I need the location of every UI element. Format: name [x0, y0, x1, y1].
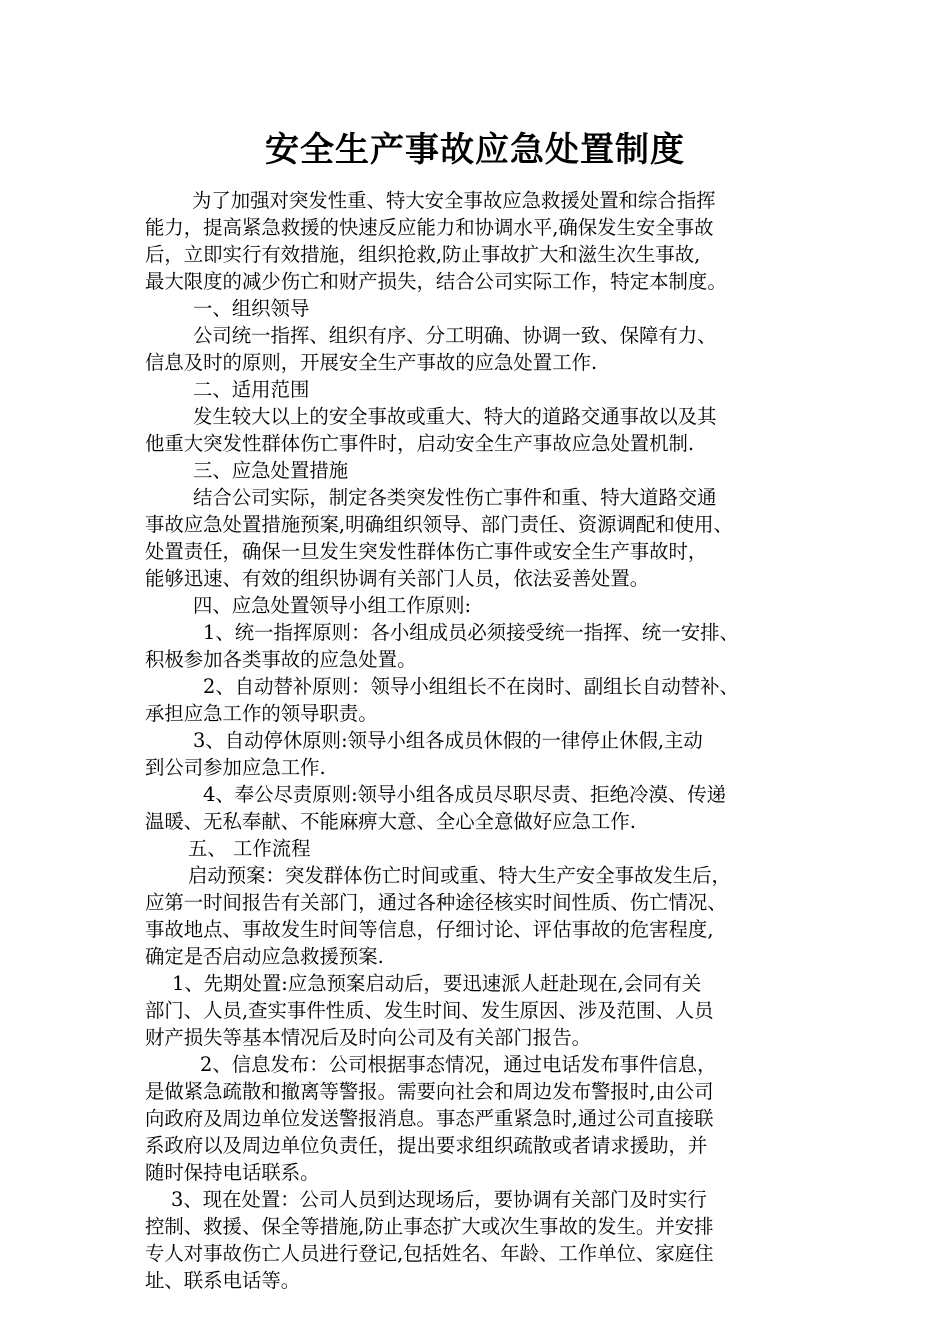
paragraph-line: 系政府以及周边单位负责任，提出要求组织疏散或者请求援助，并 — [145, 1134, 708, 1157]
paragraph-line: 后，立即实行有效措施，组织抢救,防止事故扩大和滋生次生事故, — [145, 243, 701, 266]
paragraph-line: 随时保持电话联系。 — [145, 1161, 320, 1184]
paragraph-line: 应第一时间报告有关部门，通过各种途径核实时间性质、伤亡情况、 — [145, 891, 727, 914]
paragraph-line: 事故地点、事故发生时间等信息，仔细讨论、评估事故的危害程度, — [145, 918, 714, 941]
paragraph-line: 承担应急工作的领导职责。 — [145, 702, 378, 725]
paragraph-line: 他重大突发性群体伤亡事件时，启动安全生产事故应急处置机制. — [145, 432, 695, 455]
paragraph-line: 结合公司实际，制定各类突发性伤亡事件和重、特大道路交通 — [193, 486, 717, 509]
paragraph-line: 财产损失等基本情况后及时向公司及有关部门报告。 — [145, 1026, 591, 1049]
paragraph-line: 部门、人员,查实事件性质、发生时间、发生原因、涉及范围、人员 — [145, 999, 714, 1022]
paragraph-line: 最大限度的减少伤亡和财产损失，结合公司实际工作，特定本制度。 — [145, 270, 727, 293]
paragraph-line: 4、奉公尽责原则:领导小组各成员尽职尽责、拒绝冷漠、传递 — [203, 783, 727, 806]
paragraph-line: 温暖、无私奉献、不能麻痹大意、全心全意做好应急工作. — [145, 810, 636, 833]
paragraph-line: 2、自动替补原则：领导小组组长不在岗时、副组长自动替补、 — [203, 675, 739, 698]
paragraph-line: 向政府及周边单位发送警报消息。事态严重紧急时,通过公司直接联 — [145, 1107, 714, 1130]
paragraph-line: 能力，提高紧急救援的快速反应能力和协调水平,确保发生安全事故 — [145, 216, 714, 239]
section-heading: 二、适用范围 — [193, 378, 310, 401]
paragraph-line: 3、自动停休原则:领导小组各成员休假的一律停止休假,主动 — [193, 729, 703, 752]
paragraph-line: 信息及时的原则，开展安全生产事故的应急处置工作. — [145, 351, 598, 374]
document-body — [145, 187, 805, 1294]
paragraph-line: 发生较大以上的安全事故或重大、特大的道路交通事故以及其 — [193, 405, 717, 428]
paragraph-line: 能够迅速、有效的组织协调有关部门人员，依法妥善处置。 — [145, 567, 650, 590]
paragraph-line: 公司统一指挥、组织有序、分工明确、协调一致、保障有力、 — [193, 324, 717, 347]
paragraph-line: 处置责任，确保一旦发生突发性群体伤亡事件或安全生产事故时， — [145, 540, 708, 563]
section-heading: 四、应急处置领导小组工作原则: — [193, 594, 472, 617]
paragraph-line: 到公司参加应急工作. — [145, 756, 326, 779]
paragraph-line: 址、联系电话等。 — [145, 1269, 301, 1292]
paragraph-line: 1、先期处置:应急预案启动后，要迅速派人赶赴现在,会同有关 — [172, 972, 702, 995]
paragraph-line: 为了加强对突发性重、特大安全事故应急救援处置和综合指挥 — [192, 189, 716, 212]
paragraph-line: 事故应急处置措施预案,明确组织领导、部门责任、资源调配和使用、 — [145, 513, 733, 536]
paragraph-line: 控制、救援、保全等措施,防止事态扩大或次生事故的发生。并安排 — [145, 1215, 714, 1238]
paragraph-line: 是做紧急疏散和撤离等警报。需要向社会和周边发布警报时,由公司 — [145, 1080, 714, 1103]
paragraph-line: 3、现在处置：公司人员到达现场后，要协调有关部门及时实行 — [171, 1188, 707, 1211]
paragraph-line: 启动预案：突发群体伤亡时间或重、特大生产安全事故发生后， — [188, 864, 731, 887]
section-heading: 一、组织领导 — [193, 297, 310, 320]
paragraph-line: 专人对事故伤亡人员进行登记,包括姓名、年龄、工作单位、家庭住 — [145, 1242, 714, 1265]
paragraph-line: 积极参加各类事故的应急处置。 — [145, 648, 417, 671]
paragraph-line: 1、统一指挥原则：各小组成员必须接受统一指挥、统一安排、 — [203, 621, 739, 644]
document-title: 安全生产事故应急处置制度 — [265, 130, 685, 170]
paragraph-line: 2、信息发布：公司根据事态情况，通过电话发布事件信息， — [200, 1053, 717, 1076]
section-heading: 三、应急处置措施 — [193, 459, 349, 482]
section-heading: 五、 工作流程 — [188, 837, 311, 860]
paragraph-line: 确定是否启动应急救援预案. — [145, 945, 384, 968]
